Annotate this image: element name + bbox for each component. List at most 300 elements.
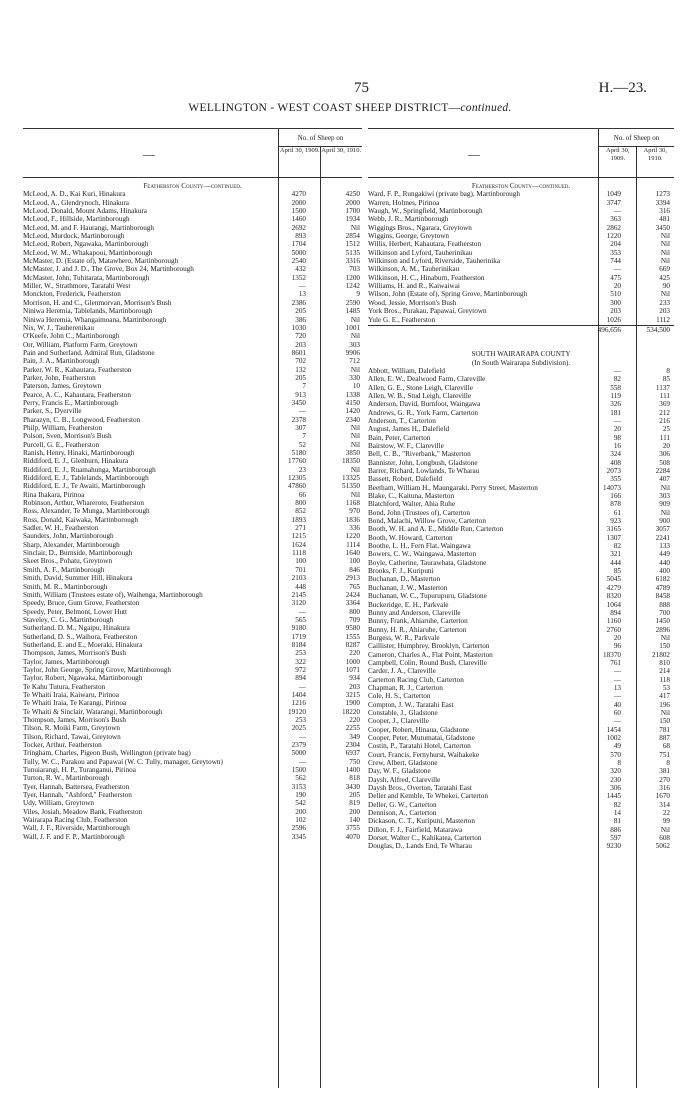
sheep-1910: 481 xyxy=(659,215,670,224)
sheep-1909: 1719 xyxy=(291,632,306,641)
owner-name: Blake, C., Kaituna, Masterton xyxy=(368,492,455,501)
owner-name: Turton, R. W., Martinborough xyxy=(23,774,110,783)
table-row xyxy=(23,658,362,666)
owner-name: Burgess, W. R., Parkvale xyxy=(368,633,440,642)
sheep-1910: 425 xyxy=(659,273,670,282)
sheep-1909: 1030 xyxy=(291,323,306,332)
owner-name: Skeet Bros., Pohatu, Greytown xyxy=(23,557,113,566)
left-table-body xyxy=(23,182,362,841)
section-heading: Featherston County—continued. xyxy=(143,182,242,190)
sheep-1910: Nil xyxy=(660,708,670,717)
owner-name: Cameron, Charles A., Flat Point, Masterton xyxy=(368,650,493,659)
sheep-1909: 20 xyxy=(613,282,621,291)
owner-name: Pearce, A. C., Kahautara, Featherston xyxy=(23,390,131,399)
sheep-1910: 85 xyxy=(662,375,670,384)
sheep-1910: 90 xyxy=(662,282,670,291)
sheep-1910: 220 xyxy=(349,649,360,658)
owner-name: Wilkinson, H. C., Hinaburn, Featherston xyxy=(368,273,485,282)
owner-name: Riddiford, E. J., Glenburn, Hinakura xyxy=(23,457,129,466)
sheep-1909: — xyxy=(613,366,621,375)
sheep-1909: 12305 xyxy=(288,474,306,483)
sheep-1909: 1220 xyxy=(606,232,621,241)
table-row xyxy=(368,434,674,442)
document-title xyxy=(0,102,700,114)
sheep-1909: 82 xyxy=(613,800,621,809)
owner-name: Taylor, John George, Spring Grove, Martinborough xyxy=(23,665,171,674)
sheep-1909: 190 xyxy=(295,791,306,800)
sheep-1909: 2379 xyxy=(291,741,306,750)
sheep-1910: 2340 xyxy=(345,415,360,424)
owner-name: Orr, William, Platform Farm, Greytown xyxy=(23,340,138,349)
owner-name: Viles, Josiah, Meadow Bank, Featherston xyxy=(23,807,143,816)
sheep-1910: 6182 xyxy=(655,575,670,584)
sheep-1909: 1500 xyxy=(291,766,306,775)
table-row xyxy=(368,509,674,517)
table-row xyxy=(23,232,362,240)
title-continued: continued. xyxy=(460,102,512,114)
sheep-1910: 669 xyxy=(659,265,670,274)
sheep-1910: 608 xyxy=(659,834,670,843)
owner-name: Bassett, Robert, Dalefield xyxy=(368,475,443,484)
table-row xyxy=(23,499,362,507)
table-row xyxy=(368,492,674,500)
sheep-1909: 1445 xyxy=(606,792,621,801)
sheep-1910: 111 xyxy=(659,391,670,400)
sheep-1909: 47860 xyxy=(288,482,306,491)
table-row xyxy=(23,557,362,565)
sheep-1910: 3316 xyxy=(345,257,360,266)
sheep-1909: 3747 xyxy=(606,198,621,207)
owner-name: Wilkinson and Lyford, Riverside, Tauherinika xyxy=(368,257,501,266)
table-row xyxy=(368,442,674,450)
table-row xyxy=(368,784,674,792)
sheep-1909: 1404 xyxy=(291,690,306,699)
sheep-1910: 5062 xyxy=(655,842,670,851)
owner-name: Pharazyn, C. B., Longwood, Featherston xyxy=(23,415,141,424)
sheep-1910: 233 xyxy=(659,298,670,307)
owner-name: Allen, G. E., Stone Leigh, Clareville xyxy=(368,383,473,392)
sheep-count-header xyxy=(278,129,362,177)
table-row xyxy=(368,684,674,692)
sheep-1910: 336 xyxy=(349,524,360,533)
owner-name: Boothe, L. H., Fern Flat, Waingawa xyxy=(368,542,471,551)
owner-name: Thompson, James, Morrison's Bush xyxy=(23,649,126,658)
sheep-1909: 8 xyxy=(617,759,621,768)
table-row xyxy=(368,290,674,298)
table-row xyxy=(23,432,362,440)
table-row xyxy=(368,776,674,784)
sheep-1910: Nil xyxy=(350,365,360,374)
sheep-1909: 1215 xyxy=(291,532,306,541)
sheep-1910: 212 xyxy=(659,408,670,417)
owner-name: Day, W. F., Gladstone xyxy=(368,767,431,776)
owner-name: Deller, G. W., Carterton xyxy=(368,800,437,809)
sheep-1910: 3057 xyxy=(655,525,670,534)
owner-name: Dickason, C. T., Kuripuni, Masterton xyxy=(368,817,475,826)
owner-name: Sadler, W. H., Featherston xyxy=(23,524,99,533)
owner-name: Smith, A. F., Martinborough xyxy=(23,565,105,574)
sheep-1910: 800 xyxy=(349,607,360,616)
sheep-1909: 1002 xyxy=(606,734,621,742)
sheep-1909: 1307 xyxy=(606,533,621,542)
sheep-1910: 1112 xyxy=(656,315,670,324)
right-rows-featherston xyxy=(368,190,674,324)
sheep-1910: 118 xyxy=(659,675,670,684)
table-row xyxy=(23,616,362,624)
owner-name: Paterson, James, Greytown xyxy=(23,382,102,391)
sheep-1910: Nil xyxy=(660,240,670,249)
sheep-1910: 5135 xyxy=(345,248,360,257)
sheep-1909: 5000 xyxy=(291,248,306,257)
owner-name: Monckton, Frederick, Featherston xyxy=(23,290,121,299)
table-row xyxy=(368,425,674,433)
sheep-1910: 21802 xyxy=(652,650,670,659)
table-row xyxy=(23,624,362,632)
sheep-1909: — xyxy=(613,416,621,425)
sheep-1910: 1400 xyxy=(345,766,360,775)
table-row xyxy=(23,824,362,832)
sheep-1909: 52 xyxy=(298,440,306,449)
sheep-1910: 10 xyxy=(352,382,360,391)
owner-name: Udy, William, Greytown xyxy=(23,799,94,808)
table-row xyxy=(368,817,674,825)
col-1909-header: April 30, 1909. xyxy=(279,147,320,154)
sheep-1909: 119 xyxy=(610,391,621,400)
sheep-1910: 111 xyxy=(659,433,670,442)
sheep-1909: 2145 xyxy=(291,590,306,599)
col-1909-header: April 30, 1909. xyxy=(606,147,630,162)
owner-name: Smith, M. R., Martinborough xyxy=(23,582,108,591)
sheep-1909: 2025 xyxy=(291,724,306,733)
page-number: 75 xyxy=(354,80,369,96)
table-row xyxy=(368,517,674,525)
sheep-1909: 744 xyxy=(610,257,621,266)
sheep-1910: 53 xyxy=(662,683,670,692)
owner-name: Bond, John (Trustees of), Carterton xyxy=(368,508,470,517)
table-row xyxy=(23,215,362,223)
sheep-1910: 4070 xyxy=(345,832,360,841)
sheep-1909: 9230 xyxy=(606,842,621,851)
sheep-1910: 9 xyxy=(356,290,360,299)
sheep-1909: — xyxy=(298,407,306,416)
sheep-1910: 751 xyxy=(659,750,670,759)
table-row xyxy=(368,592,674,600)
sheep-count-title: No. of Sheep on xyxy=(279,131,362,147)
sheep-1910: 203 xyxy=(659,307,670,316)
page-reference: H.—23. xyxy=(598,80,647,96)
table-row xyxy=(368,409,674,417)
owner-name: Sutherland, D. S., Waihora, Featherston xyxy=(23,632,138,641)
sheep-1909: 2596 xyxy=(291,824,306,833)
sheep-1910: 8 xyxy=(666,759,670,768)
sheep-1910: Nil xyxy=(660,290,670,299)
spacer xyxy=(368,334,674,350)
owner-name: Riddiford, E. J., Tablelands, Martinborough xyxy=(23,474,149,483)
owner-name: August, James H., Dalefield xyxy=(368,425,450,434)
sheep-1910: 196 xyxy=(659,700,670,709)
table-row xyxy=(23,491,362,499)
owner-name: Bunny, H. R., Ahiaruhe, Carterton xyxy=(368,625,467,634)
sheep-1909: — xyxy=(613,675,621,684)
table-row xyxy=(368,467,674,475)
owner-name: Sharp, Alexander, Martinborough xyxy=(23,540,120,549)
sheep-1909: 2862 xyxy=(606,223,621,232)
table-row xyxy=(23,749,362,757)
sheep-1909: 49 xyxy=(613,742,621,751)
table-row xyxy=(23,332,362,340)
table-row xyxy=(23,290,362,298)
owner-name: McLeod, M. and F. Haurangi, Martinborough xyxy=(23,223,154,232)
owner-name: Court, Francis, Fernyhurst, Waihakeke xyxy=(368,750,480,759)
sheep-1910: 20 xyxy=(662,441,670,450)
owner-name: Campbell, Colin, Round Bush, Clareville xyxy=(368,658,487,667)
sheep-1910: 970 xyxy=(349,507,360,516)
table-row xyxy=(368,316,674,324)
sheep-1910: 13325 xyxy=(342,474,360,483)
sheep-1910: 1485 xyxy=(345,307,360,316)
sheep-1909: 701 xyxy=(295,565,306,574)
owner-name: Warren, Holmes, Pirinoa xyxy=(368,198,440,207)
owner-name: Bairstow, W. F., Clareville xyxy=(368,441,444,450)
table-row xyxy=(368,559,674,567)
owner-name: Crew, Albert, Gladstone xyxy=(368,759,438,768)
sheep-1909: 203 xyxy=(610,307,621,316)
sheep-1909: 5000 xyxy=(291,749,306,758)
table-row xyxy=(368,767,674,775)
owner-name: Compton, J. W., Taratahi East xyxy=(368,700,454,709)
table-row xyxy=(23,224,362,232)
table-row xyxy=(368,709,674,717)
table-row xyxy=(23,316,362,324)
sheep-1910: 2304 xyxy=(345,741,360,750)
owner-name: Taylor, James, Martinborough xyxy=(23,657,110,666)
sheep-1909: 271 xyxy=(295,524,306,533)
sheep-1910: 1000 xyxy=(345,657,360,666)
owner-name: Wiggins, George, Greytown xyxy=(368,232,450,241)
table-row xyxy=(368,484,674,492)
col-1910-header: April 30, 1910. xyxy=(320,147,363,177)
sheep-1909: — xyxy=(298,757,306,766)
table-row xyxy=(23,382,362,390)
owner-name: McMaster, J. and J. D., The Grove, Box 24, Martinborough xyxy=(23,265,194,274)
sheep-1909: 886 xyxy=(610,825,621,834)
owner-name: Speedy, Bruce, Gum Grove, Featherston xyxy=(23,599,140,608)
owner-name: Williams, H. and R., Kaiwaiwai xyxy=(368,282,460,291)
sheep-1910: 909 xyxy=(659,500,670,509)
sheep-1910: 887 xyxy=(659,734,670,742)
sheep-1910: 1273 xyxy=(655,190,670,199)
sheep-1909: 253 xyxy=(295,716,306,724)
sheep-1909: 20 xyxy=(613,633,621,642)
sheep-1910: 1900 xyxy=(345,699,360,708)
sheep-1909: 475 xyxy=(610,273,621,282)
sheep-1910: 4250 xyxy=(345,190,360,199)
owner-name: McLeod, F., Hillside, Martinborough xyxy=(23,215,130,224)
owner-name: Smith, William (Trustees estate of), Waihenga, Martinborough xyxy=(23,590,203,599)
sheep-1910: 270 xyxy=(659,775,670,784)
owner-name: Andrews, G. R., York Farm, Carterton xyxy=(368,408,479,417)
owner-name: Purcell, G. E., Featherston xyxy=(23,440,100,449)
sheep-1909: 20 xyxy=(613,425,621,434)
sheep-1910: 1670 xyxy=(655,792,670,801)
sheep-1909: 1026 xyxy=(606,315,621,324)
table-row xyxy=(23,507,362,515)
table-row xyxy=(23,774,362,782)
sheep-1910: Nil xyxy=(350,332,360,341)
sheep-1909: 1216 xyxy=(291,699,306,708)
table-row xyxy=(23,449,362,457)
sheep-1909: 18370 xyxy=(603,650,621,659)
owner-name: Carterton Racing Club, Carterton xyxy=(368,675,464,684)
sheep-1910: Nil xyxy=(350,223,360,232)
sheep-1910: 508 xyxy=(659,458,670,467)
owner-name: Polson, Sven, Morrison's Bush xyxy=(23,432,112,441)
owner-name: Ward, F. P., Rungakiwi (private bag), Martinborough xyxy=(368,190,520,199)
owner-name: Bunny, Frank, Ahiaruhe, Carterton xyxy=(368,617,468,626)
sheep-1910: 712 xyxy=(349,357,360,366)
sheep-1909: — xyxy=(613,692,621,701)
owner-name: Willis, Herbert, Kahautara, Featherston xyxy=(368,240,482,249)
table-row xyxy=(368,475,674,483)
table-row xyxy=(23,766,362,774)
sheep-1910: 2424 xyxy=(345,590,360,599)
table-row xyxy=(23,566,362,574)
owner-name: Abbott, William, Dalefield xyxy=(368,366,446,375)
sheep-1909: 355 xyxy=(610,475,621,484)
owner-name: Daysh Bros., Overton, Taratahi East xyxy=(368,784,472,793)
owner-name: Parker, John, Featherston xyxy=(23,373,96,382)
sheep-1910: 2000 xyxy=(345,198,360,207)
sheep-1909: 1160 xyxy=(606,617,621,626)
sheep-1909: 3345 xyxy=(291,832,306,841)
owner-name: Buchanan, W. C., Tupurupuru, Gladstone xyxy=(368,592,487,601)
sheep-1909: 702 xyxy=(295,357,306,366)
sheep-1910: 1220 xyxy=(345,532,360,541)
sheep-1910: Nil xyxy=(660,257,670,266)
sheep-1909: 81 xyxy=(613,817,621,826)
sheep-1910: 1242 xyxy=(345,282,360,291)
table-row xyxy=(368,500,674,508)
owner-name: York Bros., Purakau, Papawai, Greytown xyxy=(368,307,487,316)
owner-name: Anderson, David, Burnfoot, Waingawa xyxy=(368,400,481,409)
table-row xyxy=(23,374,362,382)
owner-name: Thompson, James, Morrison's Bush xyxy=(23,716,126,724)
table-row xyxy=(23,608,362,616)
sheep-1910: 1001 xyxy=(345,323,360,332)
sheep-1910: 349 xyxy=(349,732,360,741)
table-row xyxy=(23,199,362,207)
sheep-1910: 3755 xyxy=(345,824,360,833)
sheep-1910: 703 xyxy=(349,265,360,274)
sheep-1910: 2241 xyxy=(655,533,670,542)
sheep-1909: 2073 xyxy=(606,467,621,475)
sheep-1909: 3153 xyxy=(291,782,306,791)
table-row xyxy=(368,282,674,290)
sheep-1910: 1114 xyxy=(346,540,360,549)
owner-name: Pain, J. A., Martinborough xyxy=(23,357,100,366)
sheep-1909: 200 xyxy=(295,807,306,816)
table-row xyxy=(368,525,674,533)
owner-name: Saunders, John, Martinborough xyxy=(23,532,114,541)
title-main: WELLINGTON - WEST COAST SHEEP DISTRICT— xyxy=(188,102,461,114)
sheep-1909: 893 xyxy=(295,232,306,241)
sheep-1910: 316 xyxy=(659,784,670,793)
table-row xyxy=(23,524,362,532)
table-row xyxy=(368,199,674,207)
sheep-1909: 300 xyxy=(610,298,621,307)
owner-name: Cooper, J., Clareville xyxy=(368,717,429,726)
table-row xyxy=(368,265,674,273)
sheep-1909: 2692 xyxy=(291,223,306,232)
sheep-1909: 326 xyxy=(610,400,621,409)
sheep-1909: 203 xyxy=(295,340,306,349)
owner-name: Dorset, Walter C., Kahikatea, Carterton xyxy=(368,834,482,843)
sheep-1909: 1454 xyxy=(606,725,621,734)
left-column xyxy=(23,128,362,1088)
table-row xyxy=(23,391,362,399)
owner-name: Buchanan, J. W., Masterton xyxy=(368,583,448,592)
owner-name: Bowers, C. W., Waingawa, Masterton xyxy=(368,550,477,559)
owner-name: Beetham, William H., Maungaraki, Perry Street, Masterton xyxy=(368,483,538,492)
table-row xyxy=(23,349,362,357)
table-row xyxy=(368,676,674,684)
table-row xyxy=(23,257,362,265)
table-row xyxy=(368,534,674,542)
sheep-1909: 132 xyxy=(295,365,306,374)
table-row xyxy=(368,759,674,767)
sheep-1909: 322 xyxy=(295,657,306,666)
sheep-1910: 810 xyxy=(659,658,670,667)
table-row xyxy=(368,801,674,809)
sheep-1909: 972 xyxy=(295,665,306,674)
owner-name: Philp, William, Featherston xyxy=(23,423,103,432)
owner-name: Parker, S., Dyerville xyxy=(23,407,82,416)
table-row xyxy=(368,842,674,850)
table-row xyxy=(368,651,674,659)
table-row xyxy=(23,441,362,449)
table-row xyxy=(23,791,362,799)
table-row xyxy=(368,224,674,232)
table-row xyxy=(23,549,362,557)
owner-name: Allen, E. W., Dealwood Farm, Clareville xyxy=(368,375,486,384)
sheep-1909: 320 xyxy=(610,767,621,776)
sheep-1909: 510 xyxy=(610,290,621,299)
sheep-count-header xyxy=(598,129,674,177)
table-row xyxy=(23,366,362,374)
table-row xyxy=(368,692,674,700)
sheep-1910: 306 xyxy=(659,450,670,459)
table-row xyxy=(368,667,674,675)
sheep-1909: 570 xyxy=(610,750,621,759)
sheep-1910: 1168 xyxy=(345,499,360,508)
owner-name: McLeod, Robert, Ngawaka, Martinborough xyxy=(23,240,149,249)
sheep-1909: 923 xyxy=(610,517,621,526)
owner-name: Taylor, Robert, Ngawaka, Martinborough xyxy=(23,674,143,683)
table-row xyxy=(23,482,362,490)
sheep-1909: — xyxy=(613,207,621,216)
sheep-1909: 2103 xyxy=(291,574,306,583)
sheep-1909: 542 xyxy=(295,799,306,808)
sheep-1910: 18350 xyxy=(342,457,360,466)
table-row xyxy=(368,240,674,248)
table-row xyxy=(23,816,362,824)
owner-name: Bannister, John, Longbush, Gladstone xyxy=(368,458,478,467)
sheep-1910: 1450 xyxy=(655,617,670,626)
owner-name: Bain, Peter, Carterton xyxy=(368,433,431,442)
sheep-1910: 68 xyxy=(662,742,670,751)
table-row xyxy=(368,575,674,583)
sheep-1909: 2760 xyxy=(606,625,621,634)
